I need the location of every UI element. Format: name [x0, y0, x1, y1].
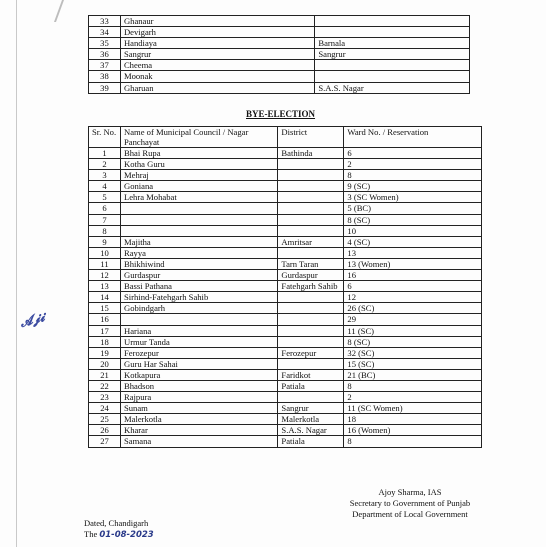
row-sr-no: 6 [89, 203, 121, 214]
row-ward: 4 (SC) [344, 236, 482, 247]
row-municipality-name: Rajpura [120, 392, 277, 403]
row-municipality-name: Lehra Mohabat [120, 192, 277, 203]
row-district [315, 60, 470, 71]
row-ward: 10 [344, 225, 482, 236]
continued-table-row [89, 71, 470, 82]
page-left-edge [16, 0, 17, 547]
row-ward: 16 (Women) [344, 425, 482, 436]
row-municipality-name: Cheema [120, 60, 314, 71]
row-sr-no: 13 [89, 281, 121, 292]
row-ward: 8 [344, 436, 482, 447]
row-ward: 5 (BC) [344, 203, 482, 214]
row-sr-no: 24 [89, 403, 121, 414]
row-sr-no: 36 [89, 49, 121, 60]
row-municipality-name: Kotha Guru [120, 159, 277, 170]
row-ward: 29 [344, 314, 482, 325]
table-row [89, 258, 482, 269]
row-ward: 3 (SC Women) [344, 192, 482, 203]
row-sr-no: 35 [89, 38, 121, 49]
table-row [89, 325, 482, 336]
table-row [89, 148, 482, 159]
table-row [89, 292, 482, 303]
row-municipality-name: Sangrur [120, 49, 314, 60]
row-municipality-name: Ghanaur [120, 16, 314, 27]
header-municipal-council-text: Name of Municipal Council / Nagar Panchayat [123, 127, 249, 147]
row-district [278, 247, 344, 258]
row-municipality-name: Sirhind-Fatehgarh Sahib [120, 292, 277, 303]
row-sr-no: 16 [89, 314, 121, 325]
row-municipality-name: Sunam [120, 403, 277, 414]
row-municipality-name [120, 225, 277, 236]
row-municipality-name: Goniana [120, 181, 277, 192]
row-sr-no: 20 [89, 358, 121, 369]
row-ward: 26 (SC) [344, 303, 482, 314]
row-sr-no: 15 [89, 303, 121, 314]
row-ward: 8 (SC) [344, 336, 482, 347]
row-sr-no: 11 [89, 258, 121, 269]
row-sr-no: 33 [89, 16, 121, 27]
dated-place: Dated, Chandigarh [84, 518, 149, 528]
table-row [89, 281, 482, 292]
row-ward: 6 [344, 148, 482, 159]
row-sr-no: 27 [89, 436, 121, 447]
row-district: Gurdaspur [278, 270, 344, 281]
table-row [89, 247, 482, 258]
continued-table-row [89, 60, 470, 71]
handwritten-signature: 𝓐𝓳𝓲 [18, 310, 47, 331]
signatory-designation: Secretary to Government of Punjab [349, 498, 471, 508]
row-sr-no: 9 [89, 236, 121, 247]
table-row [89, 214, 482, 225]
continued-table-row [89, 49, 470, 60]
table-row [89, 270, 482, 281]
row-ward: 9 (SC) [344, 181, 482, 192]
row-district [278, 203, 344, 214]
row-municipality-name: Gharuan [120, 82, 314, 93]
row-district: Malerkotla [278, 414, 344, 425]
row-district: Faridkot [278, 369, 344, 380]
row-sr-no: 12 [89, 270, 121, 281]
row-district [278, 181, 344, 192]
row-sr-no: 23 [89, 392, 121, 403]
row-sr-no: 14 [89, 292, 121, 303]
row-district [315, 16, 470, 27]
signature-block [330, 487, 490, 520]
table-row [89, 347, 482, 358]
bye-election-header-row [89, 127, 482, 148]
row-sr-no: 7 [89, 214, 121, 225]
row-municipality-name: Majitha [120, 236, 277, 247]
row-municipality-name: Kotkapura [120, 369, 277, 380]
row-district [278, 170, 344, 181]
row-municipality-name: Hariana [120, 325, 277, 336]
row-district: Patiala [278, 380, 344, 391]
header-sr-no: Sr. No. [89, 127, 121, 148]
row-district [278, 292, 344, 303]
row-sr-no: 38 [89, 71, 121, 82]
row-municipality-name: Moonak [120, 71, 314, 82]
row-district [278, 358, 344, 369]
row-district [278, 225, 344, 236]
row-municipality-name: Rayya [120, 247, 277, 258]
dated-date: 01-08-2023 [99, 530, 154, 540]
continued-table [88, 15, 470, 94]
row-ward: 32 (SC) [344, 347, 482, 358]
table-row [89, 159, 482, 170]
row-district [315, 27, 470, 38]
row-municipality-name: Ferozepur [120, 347, 277, 358]
row-sr-no: 25 [89, 414, 121, 425]
row-municipality-name: Bassi Pathana [120, 281, 277, 292]
row-district: Barnala [315, 38, 470, 49]
row-district: Bathinda [278, 148, 344, 159]
row-ward: 8 [344, 380, 482, 391]
row-ward: 8 [344, 170, 482, 181]
header-municipal-council [120, 127, 277, 148]
row-district: Tarn Taran [278, 258, 344, 269]
row-district [278, 392, 344, 403]
row-sr-no: 26 [89, 425, 121, 436]
scan-mark [54, 0, 78, 22]
row-ward: 13 (Women) [344, 258, 482, 269]
row-sr-no: 4 [89, 181, 121, 192]
row-municipality-name: Kharar [120, 425, 277, 436]
row-municipality-name: Bhai Rupa [120, 148, 277, 159]
row-sr-no: 18 [89, 336, 121, 347]
table-row [89, 314, 482, 325]
dated-prefix: The [84, 529, 98, 539]
row-district [278, 214, 344, 225]
row-municipality-name: Malerkotla [120, 414, 277, 425]
row-municipality-name: Gurdaspur [120, 270, 277, 281]
row-municipality-name: Gobindgarh [120, 303, 277, 314]
row-municipality-name: Mehraj [120, 170, 277, 181]
row-ward: 2 [344, 159, 482, 170]
table-row [89, 203, 482, 214]
row-sr-no: 39 [89, 82, 121, 93]
row-sr-no: 17 [89, 325, 121, 336]
dated-line [84, 529, 154, 541]
continued-table-row [89, 27, 470, 38]
row-district: S.A.S. Nagar [278, 425, 344, 436]
row-ward: 21 (BC) [344, 369, 482, 380]
row-sr-no: 5 [89, 192, 121, 203]
row-district: S.A.S. Nagar [315, 82, 470, 93]
row-district [278, 325, 344, 336]
row-municipality-name: Bhadson [120, 380, 277, 391]
continued-table-row [89, 16, 470, 27]
table-row [89, 403, 482, 414]
bye-election-table [88, 126, 482, 448]
table-row [89, 303, 482, 314]
row-sr-no: 19 [89, 347, 121, 358]
row-ward: 8 (SC) [344, 214, 482, 225]
row-ward: 12 [344, 292, 482, 303]
signatory-department: Department of Local Government [352, 509, 468, 519]
table-row [89, 336, 482, 347]
dated-block [84, 518, 154, 541]
row-district: Patiala [278, 436, 344, 447]
row-ward: 2 [344, 392, 482, 403]
continued-table-row [89, 38, 470, 49]
bye-election-title: BYE-ELECTION [246, 109, 316, 119]
row-ward: 16 [344, 270, 482, 281]
row-sr-no: 8 [89, 225, 121, 236]
table-row [89, 380, 482, 391]
table-row [89, 358, 482, 369]
row-district [278, 336, 344, 347]
table-row [89, 170, 482, 181]
row-district [278, 303, 344, 314]
row-sr-no: 10 [89, 247, 121, 258]
table-row [89, 369, 482, 380]
continued-table-row [89, 82, 470, 93]
table-row [89, 436, 482, 447]
table-row [89, 192, 482, 203]
row-sr-no: 34 [89, 27, 121, 38]
row-municipality-name: Handiaya [120, 38, 314, 49]
row-ward: 18 [344, 414, 482, 425]
row-ward: 15 (SC) [344, 358, 482, 369]
row-sr-no: 21 [89, 369, 121, 380]
table-row [89, 236, 482, 247]
row-municipality-name [120, 314, 277, 325]
row-district [278, 314, 344, 325]
row-municipality-name [120, 214, 277, 225]
row-ward: 11 (SC Women) [344, 403, 482, 414]
row-district [278, 192, 344, 203]
table-row [89, 414, 482, 425]
row-municipality-name: Bhikhiwind [120, 258, 277, 269]
row-municipality-name [120, 203, 277, 214]
table-row [89, 225, 482, 236]
row-district [278, 159, 344, 170]
row-municipality-name: Urmur Tanda [120, 336, 277, 347]
row-district [315, 71, 470, 82]
header-ward: Ward No. / Reservation [344, 127, 482, 148]
table-row [89, 181, 482, 192]
row-municipality-name: Devigarh [120, 27, 314, 38]
row-ward: 6 [344, 281, 482, 292]
row-district: Ferozepur [278, 347, 344, 358]
row-district: Fatehgarh Sahib [278, 281, 344, 292]
row-sr-no: 1 [89, 148, 121, 159]
row-district: Sangrur [315, 49, 470, 60]
row-district: Amritsar [278, 236, 344, 247]
row-municipality-name: Guru Har Sahai [120, 358, 277, 369]
row-ward: 11 (SC) [344, 325, 482, 336]
row-district: Sangrur [278, 403, 344, 414]
row-sr-no: 22 [89, 380, 121, 391]
bye-election-table-body [89, 148, 482, 448]
row-sr-no: 2 [89, 159, 121, 170]
table-row [89, 392, 482, 403]
table-row [89, 425, 482, 436]
row-municipality-name: Samana [120, 436, 277, 447]
row-sr-no: 37 [89, 60, 121, 71]
row-ward: 13 [344, 247, 482, 258]
continued-table-body [89, 16, 470, 94]
row-sr-no: 3 [89, 170, 121, 181]
header-district: District [278, 127, 344, 148]
signatory-name: Ajoy Sharma, IAS [378, 487, 442, 497]
